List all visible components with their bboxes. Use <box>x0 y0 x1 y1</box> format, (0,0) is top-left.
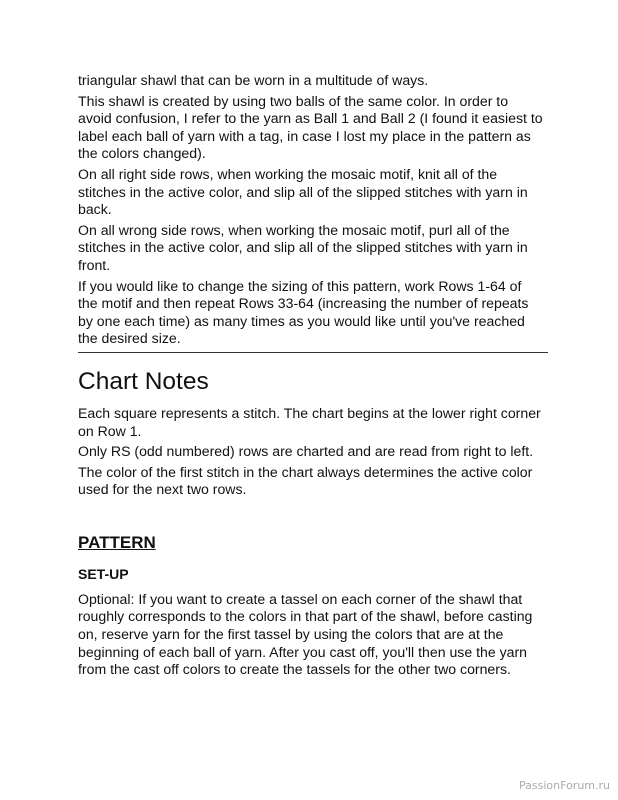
watermark-text: PassionForum.ru <box>519 779 610 792</box>
intro-paragraph-3: On all right side rows, when working the mosaic motif, knit all of the stitches in the active color, and slip all of the slipped stitches with yarn in back. <box>78 165 528 218</box>
chart-notes-heading: Chart Notes <box>78 367 209 395</box>
chart-notes-paragraph-1: Each square represents a stitch. The chart begins at the lower right corner on Row 1. <box>78 404 541 439</box>
document-page <box>78 72 544 682</box>
intro-paragraph-4: On all wrong side rows, when working the mosaic motif, purl all of the stitches in the active color, and slip all of the slipped stitches with yarn in front. <box>78 221 528 273</box>
chart-notes-paragraph-2: Only RS (odd numbered) rows are charted and are read from right to left. <box>78 443 534 460</box>
section-divider <box>78 352 548 353</box>
setup-heading: SET-UP <box>78 565 129 582</box>
intro-paragraph-1: triangular shawl that can be worn in a multitude of ways. <box>78 72 429 88</box>
intro-paragraph-5: If you would like to change the sizing of this pattern, work Rows 1-64 of the motif and then repeat Rows 33-64 (increasing the number of repeats by one each time) as many times as you would like until you've reached the desired size. <box>78 277 529 347</box>
pattern-heading: PATTERN <box>78 532 156 552</box>
intro-paragraph-2: This shawl is created by using two balls of the same color. In order to avoid confusion, I refer to the yarn as Ball 1 and Ball 2 (I found it easiest to label each ball of yarn with a tag, in case I lost my place in the pattern as the colors changed). <box>78 92 543 162</box>
setup-paragraph: Optional: If you want to create a tassel on each corner of the shawl that roughly corresponds to the colors in that part of the shawl, before casting on, reserve yarn for the first tassel by using the colors that are at the beginning of each ball of yarn. After you cast off, you'll then use the yarn from the cast off colors to create the tassels for the other two corners. <box>78 590 533 678</box>
chart-notes-paragraph-3: The color of the first stitch in the chart always determines the active color used for the next two rows. <box>78 463 533 498</box>
